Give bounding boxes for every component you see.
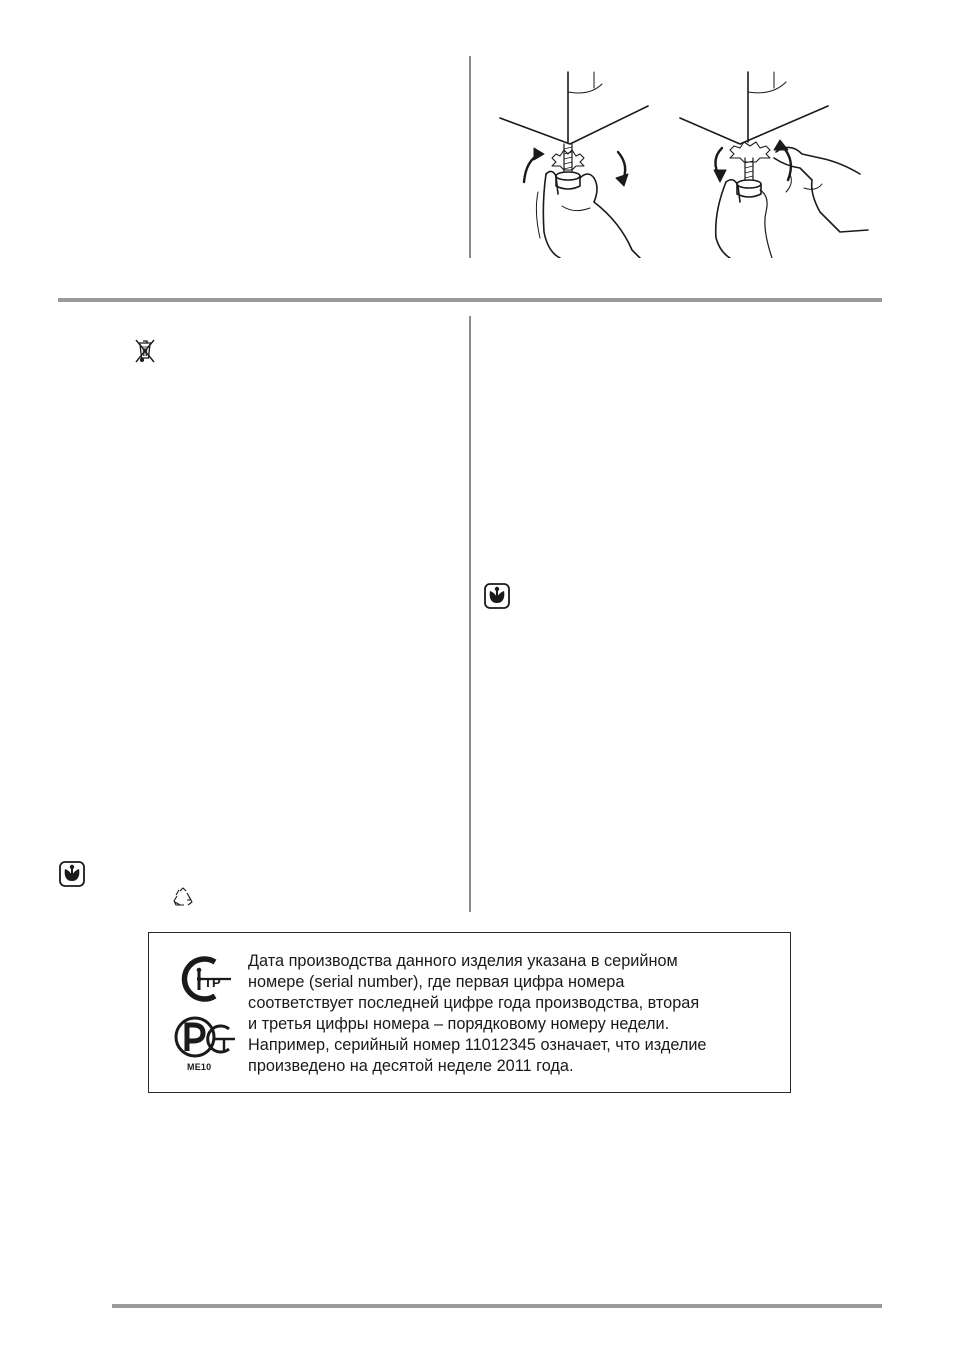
notice-line: Например, серийный номер 11012345 означает, что изделие bbox=[248, 1036, 707, 1054]
crossed-out-wheelie-bin-icon bbox=[134, 338, 156, 364]
svg-text:ТР: ТР bbox=[204, 975, 221, 990]
eac-tr-certification-mark bbox=[171, 954, 233, 1004]
rst-certification-mark bbox=[173, 1015, 237, 1059]
certification-code: ME10 bbox=[187, 1062, 212, 1072]
notice-line: соответствует последней цифре года производства, вторая bbox=[248, 994, 700, 1012]
eco-flower-icon bbox=[484, 583, 510, 609]
leveling-feet-illustration bbox=[490, 62, 880, 258]
top-column-divider bbox=[469, 56, 471, 258]
section-rule bbox=[58, 298, 882, 302]
notice-line: Дата производства данного изделия указана в серийном bbox=[248, 952, 678, 970]
footer-rule bbox=[112, 1304, 882, 1308]
production-date-notice bbox=[148, 932, 791, 1093]
recycling-triangle-icon bbox=[172, 887, 194, 907]
eco-flower-icon bbox=[59, 861, 85, 887]
notice-line: номере (serial number), где первая цифра номера bbox=[248, 973, 625, 991]
middle-column-divider bbox=[469, 316, 471, 912]
notice-line: и третья цифры номера – порядковому номеру недели. bbox=[248, 1015, 670, 1033]
notice-line: произведено на десятой неделе 2011 года. bbox=[248, 1057, 574, 1075]
production-date-text bbox=[248, 951, 783, 1077]
